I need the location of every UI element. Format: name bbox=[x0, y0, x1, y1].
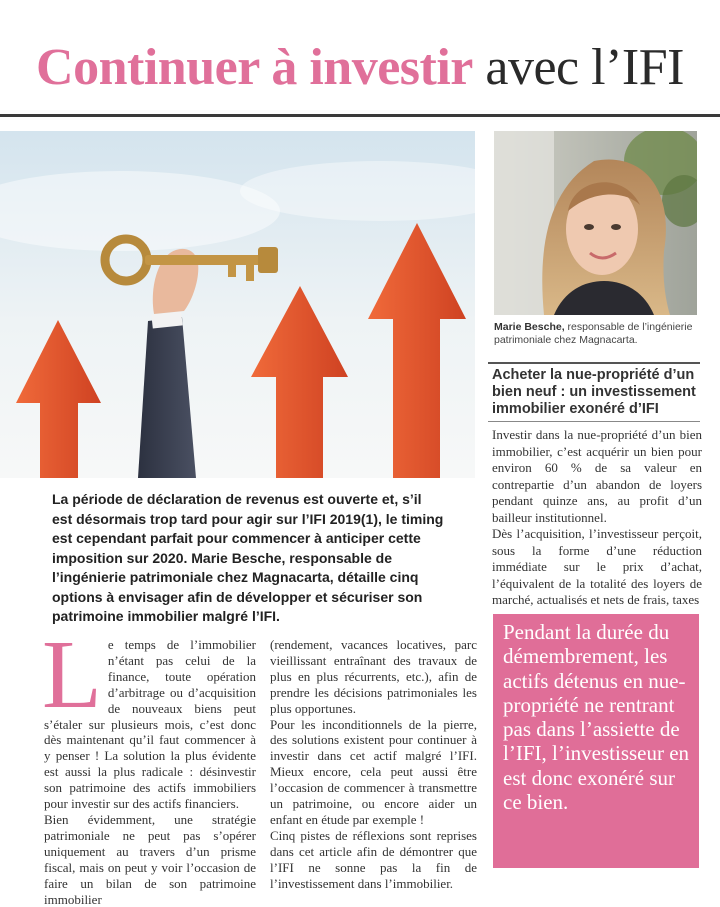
hero-illustration bbox=[0, 131, 475, 478]
body-column-2 bbox=[270, 637, 477, 892]
body-paragraph: Cinq pistes de réflexions sont reprises dans cet article afin de démontrer que l’IFI ne sonne pas la fin de l’investissement dans l’immobilier. bbox=[270, 827, 477, 891]
headline-rest: avec l’IFI bbox=[472, 39, 684, 96]
photo-caption bbox=[494, 321, 704, 347]
sidebar-body bbox=[492, 427, 702, 609]
headline bbox=[0, 38, 720, 98]
caption-name: Marie Besche, bbox=[494, 321, 565, 333]
body-column-1 bbox=[42, 621, 256, 907]
pull-quote-box bbox=[493, 614, 699, 868]
body-paragraph: Bien évidemment, une stratégie patrimoniale ne peut pas s’opérer uniquement au travers d’un prisme fiscal, mais on peut y voir l’occasion de faire un bilan de son patrimoine immobilier bbox=[44, 811, 256, 907]
body-paragraph: (rendement, vacances locatives, parc vieillissant entraînant des travaux de plus en plus récurrents, etc.), afin de prendre les décisions patrimoniales les plus opportunes. bbox=[270, 637, 477, 716]
sidebar-paragraph: Investir dans la nue-propriété d’un bien immobilier, c’est acquérir un bien pour environ 60 % de sa valeur en contrepartie d’un abandon de loyers pendant quinze ans, au profit d’un bailleur institutionnel. bbox=[492, 427, 702, 525]
sidebar-divider bbox=[488, 421, 700, 422]
body-paragraph: Pour les inconditionnels de la pierre, des solutions existent pour continuer à investir dans cet actif malgré l’IFI. Mieux encore, cela peut aussi être l’occasion de commencer à transmettre un patrimoine, ou encore aider un enfant en étude par exemple ! bbox=[270, 716, 477, 827]
pull-quote-text: Pendant la durée du démembrement, les actifs détenus en nue-propriété ne rentrant pas dans l’assiette de l’IFI, l’investisseur en est donc exonéré sur ce bien. bbox=[503, 620, 690, 815]
sidebar-paragraph: Dès l’acquisition, l’investisseur perçoit, sous la forme d’une réduction immédiate sur le prix d’achat, l’équivalent de la totalité des loyers de marché, actualisés et nets de frais, taxes bbox=[492, 526, 702, 607]
body-paragraph: e temps de l’immobilier n’étant pas celui de la finance, toute opération d’arbitrage ou d’acquisition de nouveaux biens peut s’étaler sur plusieurs mois, c’est donc dès maintenant qu’il faut commencer à y penser ! La solution la plus évidente est aussi la plus radicale : désinvestir son patrimoine des actifs immobiliers pour investir sur des actifs financiers. bbox=[44, 637, 256, 812]
title-divider bbox=[0, 114, 720, 117]
lead-paragraph: La période de déclaration de revenus est ouverte et, s’il est désormais trop tard pour agir sur l’IFI 2019(1), le timing est cependant parfait pour commencer à anticiper cette imposition sur 2020. Marie Besche, responsable de l’ingénierie patrimoniale chez Magnacarta, détaille cinq options à envisager afin de développer et sécuriser son patrimoine immobilier malgré l’IFI. bbox=[52, 491, 444, 624]
caption-role: responsable de l’ingénierie patrimoniale chez Magnacarta. bbox=[494, 321, 693, 346]
drop-cap: L bbox=[42, 621, 102, 729]
portrait-photo bbox=[494, 131, 697, 315]
headline-highlight: Continuer à investir bbox=[36, 39, 473, 96]
sidebar-heading: Acheter la nue-propriété d’un bien neuf : un investissement immobilier exonéré d’IFI bbox=[492, 367, 696, 417]
sidebar-divider bbox=[488, 362, 700, 364]
